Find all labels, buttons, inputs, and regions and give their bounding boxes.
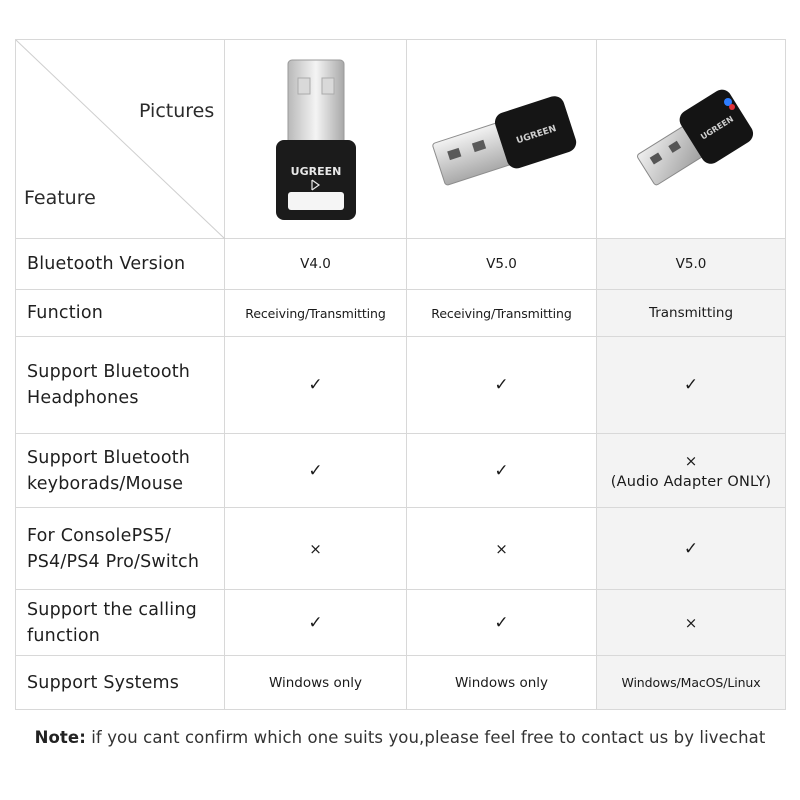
table-row bbox=[16, 434, 786, 508]
feature-label: Feature bbox=[24, 187, 96, 209]
value-text: Windows only bbox=[454, 674, 549, 691]
value-text: Windows/MacOS/Linux bbox=[621, 675, 761, 690]
feature-text-line1: Bluetooth Version bbox=[27, 254, 186, 274]
feature-text-line2: Headphones bbox=[27, 388, 139, 408]
value-cell bbox=[225, 290, 407, 337]
value-text: Transmitting bbox=[648, 305, 734, 321]
value-cell bbox=[407, 239, 597, 290]
value-cell bbox=[407, 656, 597, 710]
table-row bbox=[16, 656, 786, 710]
value-cell bbox=[225, 656, 407, 710]
table-row bbox=[16, 239, 786, 290]
value-cell bbox=[407, 290, 597, 337]
feature-label-cell bbox=[16, 290, 225, 337]
value-cell bbox=[597, 434, 786, 508]
feature-text-line1: For ConsolePS5/ bbox=[27, 525, 172, 546]
audio-adapter-note: (Audio Adapter ONLY) bbox=[610, 473, 772, 490]
usb-adapter-v50-image bbox=[422, 74, 582, 204]
value-cell bbox=[225, 337, 407, 434]
value-cell bbox=[597, 656, 786, 710]
value-cell bbox=[597, 290, 786, 337]
value-text: V5.0 bbox=[486, 256, 517, 272]
check-icon: ✓ bbox=[494, 460, 509, 481]
feature-label-cell bbox=[16, 239, 225, 290]
note-text: if you cant confirm which one suits you,please feel free to contact us by livechat bbox=[85, 728, 766, 747]
check-icon: ✓ bbox=[308, 375, 323, 395]
check-icon: ✓ bbox=[308, 612, 323, 633]
value-cell bbox=[407, 434, 597, 508]
table-row bbox=[16, 508, 786, 590]
pictures-row bbox=[16, 40, 786, 239]
feature-label-cell bbox=[16, 337, 225, 434]
value-cell bbox=[225, 508, 407, 590]
value-text: Receiving/Transmitting bbox=[431, 305, 572, 321]
value-text: V4.0 bbox=[300, 256, 331, 272]
footer-note bbox=[0, 728, 800, 747]
feature-label-cell bbox=[16, 434, 225, 508]
table-row bbox=[16, 337, 786, 434]
value-cell bbox=[597, 337, 786, 434]
diagonal-divider bbox=[16, 40, 225, 239]
header-corner-cell bbox=[16, 40, 225, 239]
product-2-brand-text: UGREEN bbox=[514, 123, 558, 147]
usb-adapter-v40-image bbox=[256, 52, 376, 227]
cross-icon: × bbox=[309, 539, 322, 558]
status-led-red-icon bbox=[729, 104, 735, 110]
comparison-table bbox=[15, 39, 786, 710]
value-cell bbox=[225, 239, 407, 290]
value-cell bbox=[597, 239, 786, 290]
check-icon: ✓ bbox=[683, 538, 699, 559]
product-3-brand-text: UGREEN bbox=[699, 114, 736, 142]
value-text: Windows only bbox=[268, 674, 363, 691]
feature-text-line2: PS4/PS4 Pro/Switch bbox=[27, 551, 200, 572]
feature-label-cell bbox=[16, 656, 225, 710]
feature-text-line1: Support Bluetooth bbox=[27, 362, 191, 382]
check-icon: ✓ bbox=[494, 612, 509, 633]
product-image-cell-3 bbox=[597, 40, 786, 239]
feature-text-line2: function bbox=[27, 625, 101, 646]
table-row bbox=[16, 290, 786, 337]
value-text: V5.0 bbox=[675, 256, 707, 272]
feature-label-cell bbox=[16, 590, 225, 656]
value-cell bbox=[597, 590, 786, 656]
feature-text-line1: Support Systems bbox=[27, 672, 180, 693]
usb-audio-transmitter-image bbox=[626, 74, 756, 204]
feature-text-line2: keyborads/Mouse bbox=[27, 473, 184, 494]
product-image-cell-1 bbox=[225, 40, 407, 239]
check-icon: ✓ bbox=[683, 375, 699, 395]
note-label: Note: bbox=[34, 728, 86, 747]
value-cell bbox=[407, 508, 597, 590]
check-icon: ✓ bbox=[308, 460, 323, 481]
feature-text-line1: Support the calling bbox=[27, 599, 197, 620]
cross-icon: × bbox=[684, 613, 698, 632]
table-row bbox=[16, 590, 786, 656]
feature-text-line1: Function bbox=[27, 303, 104, 323]
value-cell bbox=[407, 590, 597, 656]
feature-label-cell bbox=[16, 508, 225, 590]
cross-icon: × bbox=[684, 451, 698, 470]
value-cell bbox=[225, 590, 407, 656]
comparison-table-wrapper bbox=[15, 39, 785, 710]
check-icon: ✓ bbox=[494, 375, 509, 395]
value-cell bbox=[407, 337, 597, 434]
value-text: Receiving/Transmitting bbox=[245, 305, 386, 321]
value-cell bbox=[225, 434, 407, 508]
feature-text-line1: Support Bluetooth bbox=[27, 447, 191, 468]
cross-icon: × bbox=[495, 539, 508, 558]
product-1-brand-text: UGREEN bbox=[290, 164, 341, 178]
product-image-cell-2 bbox=[407, 40, 597, 239]
value-cell bbox=[597, 508, 786, 590]
pictures-label: Pictures bbox=[139, 100, 215, 122]
